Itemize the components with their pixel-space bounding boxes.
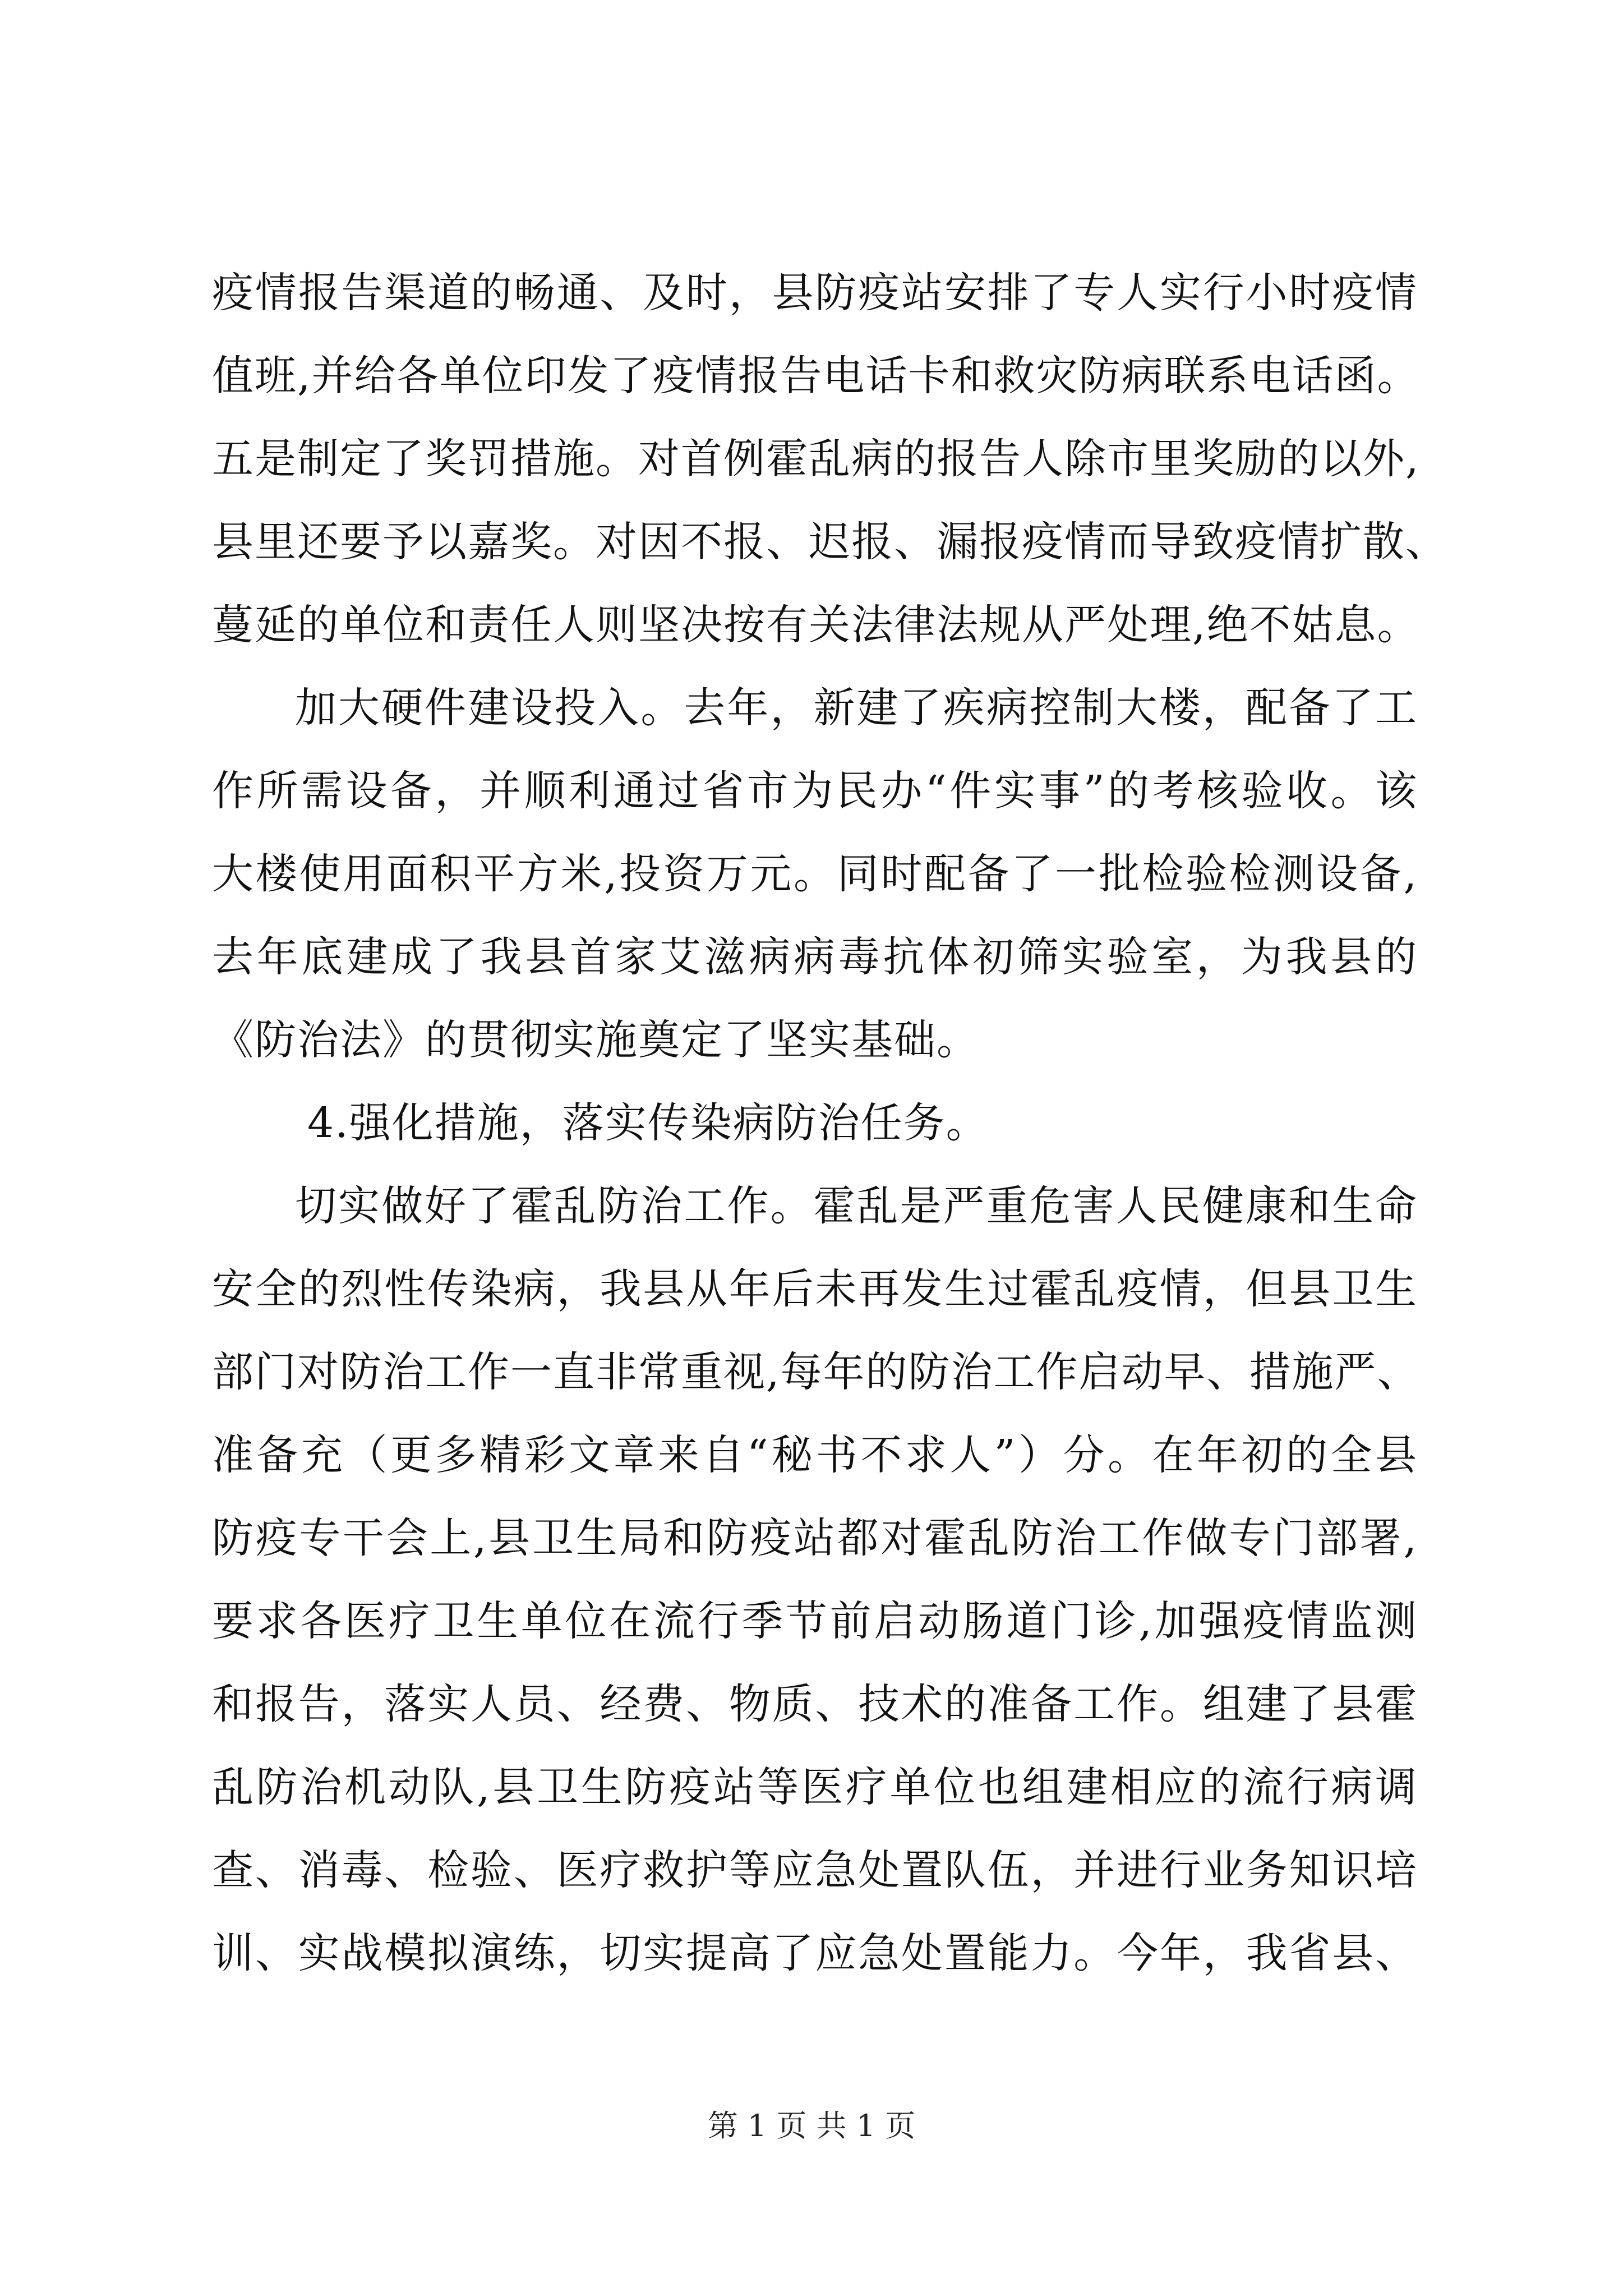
- text-line: 大楼使用面积平方米,投资万元。同时配备了一批检验检测设备,: [212, 850, 1418, 898]
- paragraph-start-line: 切实做好了霍乱防治工作。霍乱是严重危害人民健康和生命: [295, 1182, 1418, 1230]
- text-line: 训、实战模拟演练，切实提高了应急处置能力。今年，我省县、: [212, 1929, 1418, 1977]
- text-line: 要求各医疗卫生单位在流行季节前启动肠道门诊,加强疫情监测: [212, 1597, 1418, 1645]
- text-line: 县里还要予以嘉奖。对因不报、迟报、漏报疫情而导致疫情扩散、: [212, 518, 1448, 566]
- text-line: 部门对防治工作一直非常重视,每年的防治工作启动早、措施严、: [212, 1348, 1420, 1396]
- text-line: 疫情报告渠道的畅通、及时，县防疫站安排了专人实行小时疫情: [212, 269, 1418, 317]
- text-line: 准备充（更多精彩文章来自“秘书不求人”）分。在年初的全县: [212, 1431, 1418, 1479]
- text-line: 作所需设备，并顺利通过省市为民办“件实事”的考核验收。该: [212, 767, 1418, 815]
- text-line: 和报告，落实人员、经费、物质、技术的准备工作。组建了县霍: [212, 1680, 1418, 1728]
- text-line: 五是制定了奖罚措施。对首例霍乱病的报告人除市里奖励的以外,: [212, 435, 1420, 483]
- document-body: [212, 251, 1448, 1995]
- paragraph-end-line: 《防治法》的贯彻实施奠定了坚实基础。: [212, 1016, 979, 1064]
- text-line: 查、消毒、检验、医疗救护等应急处置队伍，并进行业务知识培: [212, 1846, 1418, 1894]
- text-line: 蔓延的单位和责任人则坚决按有关法律法规从严处理,绝不姑息。: [212, 601, 1420, 649]
- text-line: 防疫专干会上,县卫生局和防疫站都对霍乱防治工作做专门部署,: [212, 1514, 1418, 1562]
- text-line: 安全的烈性传染病，我县从年后未再发生过霍乱疫情，但县卫生: [212, 1265, 1418, 1313]
- text-line: 值班,并给各单位印发了疫情报告电话卡和救灾防病联系电话函。: [212, 352, 1420, 400]
- page-number-footer: 第 1 页 共 1 页: [707, 2108, 916, 2143]
- text-line: 去年底建成了我县首家艾滋病病毒抗体初筛实验室，为我县的: [212, 933, 1418, 981]
- text-line: 乱防治机动队,县卫生防疫站等医疗单位也组建相应的流行病调: [212, 1763, 1418, 1811]
- section-heading: 4.强化措施，落实传染病防治任务。: [307, 1099, 989, 1147]
- paragraph-start-line: 加大硬件建设投入。去年，新建了疾病控制大楼，配备了工: [295, 684, 1418, 732]
